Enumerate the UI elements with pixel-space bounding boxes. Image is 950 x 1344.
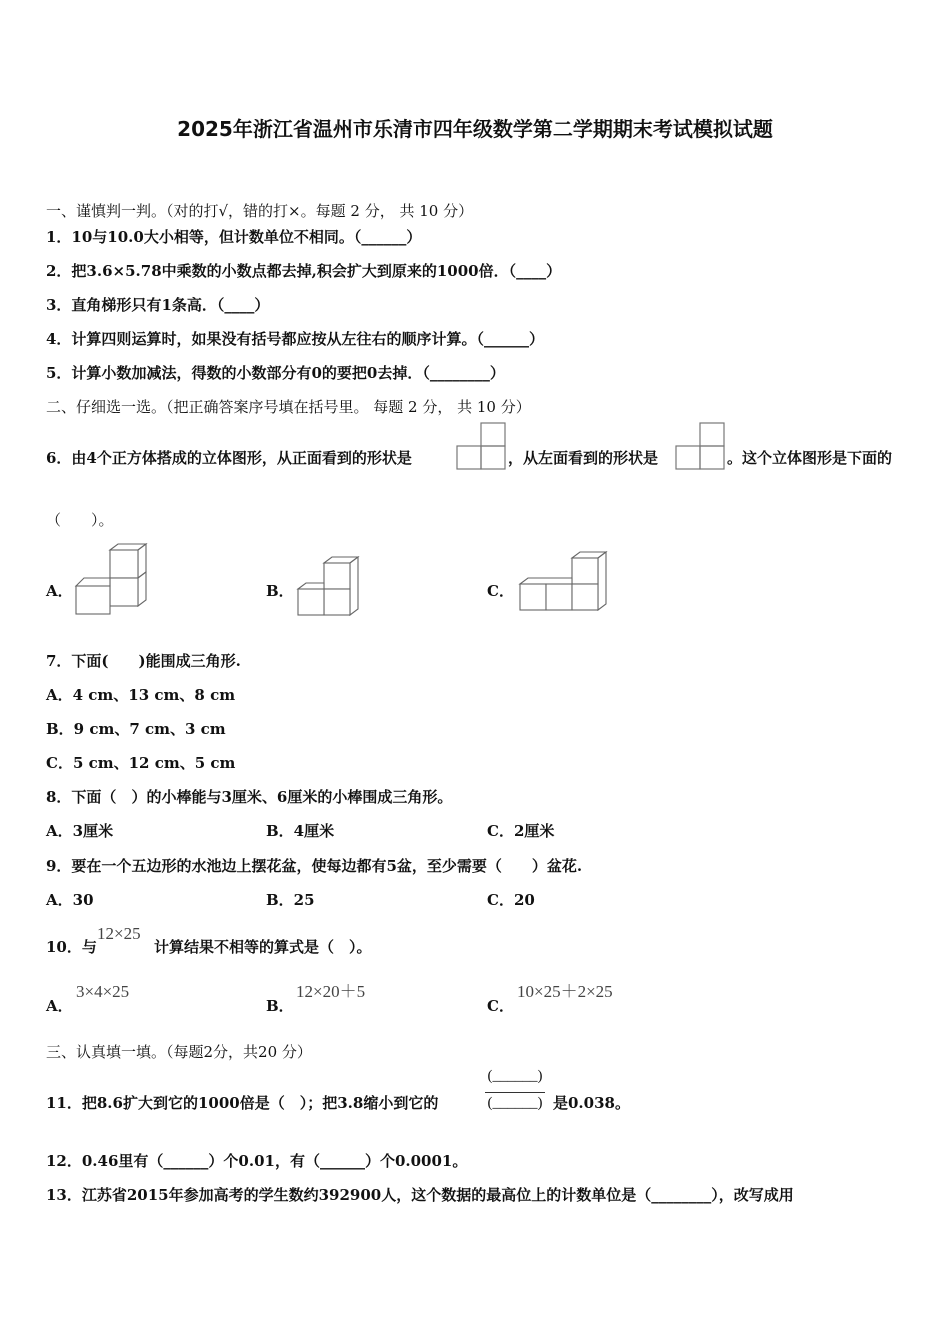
- option-7c: C．5 cm、12 cm、5 cm: [46, 754, 236, 772]
- question-1: 1．10与10.0大小相等，但计数单位不相同。（______）: [46, 228, 422, 246]
- front-view-figure: [456, 422, 506, 470]
- question-6-part-a: 6．由4个正方体搭成的立体图形，从正面看到的形状是: [46, 449, 412, 467]
- option-7a: A．4 cm、13 cm、8 cm: [46, 686, 236, 704]
- question-4: 4．计算四则运算时，如果没有括号都应按从左往右的顺序计算。（______）: [46, 330, 544, 348]
- question-10-suffix: 计算结果不相等的算式是（ ）。: [154, 938, 372, 956]
- question-9: 9．要在一个五边形的水池边上摆花盆，使每边都有5盆，至少需要（ ）盆花.: [46, 857, 583, 875]
- option-10a-expression: 3×4×25: [76, 982, 130, 1001]
- question-6-part-b: ，从左面看到的形状是: [508, 449, 659, 467]
- option-6b-cube-figure: [296, 555, 360, 619]
- option-6a-cube-figure: [74, 542, 150, 618]
- option-10b-expression: 12×20＋5: [296, 982, 366, 1001]
- option-6b-label: B．: [266, 582, 294, 600]
- section-3-heading: 三、认真填一填。（每题2分，共20 分）: [46, 1043, 312, 1061]
- question-13: 13．江苏省2015年参加高考的学生数约392900人，这个数据的最高位上的计数单位是（________），改写成用: [46, 1186, 794, 1204]
- option-9b: B．25: [266, 891, 315, 909]
- option-8a: A．3厘米: [46, 822, 114, 840]
- option-6c-label: C．: [487, 582, 514, 600]
- option-9c: C．20: [487, 891, 535, 909]
- section-1-heading: 一、谨慎判一判。（对的打√，错的打×。每题 2 分， 共 10 分）: [46, 202, 474, 220]
- question-10-expression: 12×25: [97, 924, 141, 943]
- question-12: 12．0.46里有（______）个0.01，有（______）个0.0001。: [46, 1152, 468, 1170]
- question-10-prefix: 10．与: [46, 938, 97, 956]
- question-6-part-c: 。这个立体图形是下面的: [727, 449, 893, 467]
- option-8c: C．2厘米: [487, 822, 555, 840]
- option-8b: B．4厘米: [266, 822, 335, 840]
- question-3: 3．直角梯形只有1条高．（____）: [46, 296, 270, 314]
- fraction-numerator-blank: (______): [487, 1068, 543, 1084]
- question-5: 5．计算小数加减法，得数的小数部分有0的要把0去掉．（________）: [46, 364, 505, 382]
- left-view-figure: [675, 422, 725, 470]
- option-9a: A．30: [46, 891, 94, 909]
- page-title: 2025年浙江省温州市乐清市四年级数学第二学期期末考试模拟试题: [177, 117, 773, 141]
- option-10c-label: C．: [487, 997, 514, 1015]
- option-6c-cube-figure: [518, 550, 608, 614]
- question-11-part-b: 是0.038。: [553, 1094, 630, 1112]
- question-8: 8．下面（ ）的小棒能与3厘米、6厘米的小棒围成三角形。: [46, 788, 453, 806]
- question-2: 2．把3.6×5.78中乘数的小数点都去掉,积会扩大到原来的1000倍．（____）: [46, 262, 562, 280]
- question-6-answer-blank: （ ）。: [46, 511, 114, 529]
- question-7: 7．下面( )能围成三角形.: [46, 652, 241, 670]
- option-6a-label: A．: [46, 582, 73, 600]
- option-7b: B．9 cm、7 cm、3 cm: [46, 720, 226, 738]
- section-2-heading: 二、仔细选一选。（把正确答案序号填在括号里。 每题 2 分， 共 10 分）: [46, 398, 531, 416]
- option-10c-expression: 10×25＋2×25: [517, 982, 613, 1001]
- fraction-denominator-blank: (______): [487, 1095, 543, 1111]
- fraction-bar: [485, 1092, 545, 1093]
- question-11-part-a: 11．把8.6扩大到它的1000倍是（ ）；把3.8缩小到它的: [46, 1094, 439, 1112]
- option-10b-label: B．: [266, 997, 294, 1015]
- option-10a-label: A．: [46, 997, 73, 1015]
